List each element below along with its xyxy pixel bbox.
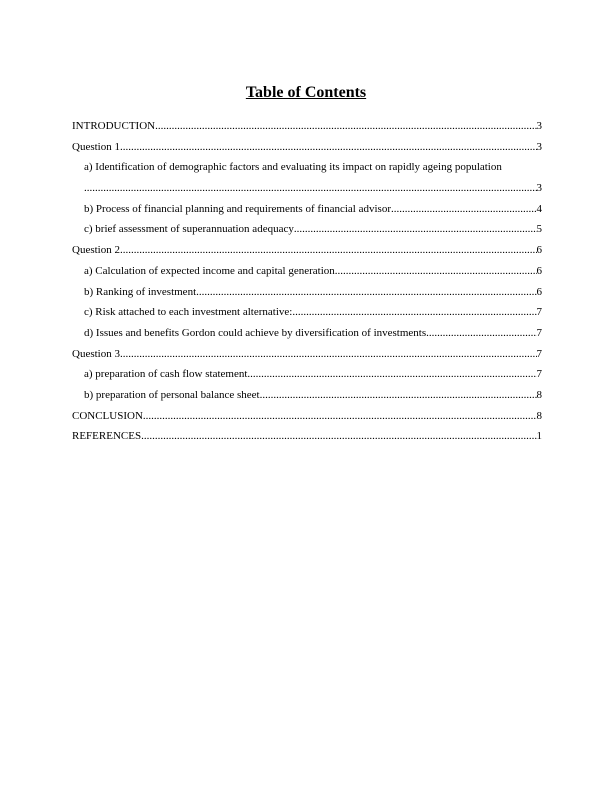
toc-entry-text: d) Issues and benefits Gordon could achieve by diversification of investments	[84, 326, 427, 339]
toc-page-number: 1	[536, 430, 542, 443]
toc-entry-text: a) Calculation of expected income and capital generation	[84, 264, 335, 277]
toc-dot-leader	[247, 364, 536, 385]
toc-page-number: 3	[536, 182, 542, 195]
toc-page-number: 6	[536, 264, 542, 277]
toc-entry-q2-d[interactable]	[72, 323, 542, 344]
toc-entry-text: REFERENCES	[72, 430, 142, 443]
toc-dot-leader	[294, 219, 537, 240]
toc-entry-text: CONCLUSION	[72, 409, 143, 422]
toc-entry-text: c) Risk attached to each investment alternative:	[84, 306, 293, 319]
toc-entry-question-2[interactable]	[72, 240, 542, 261]
toc-entry-introduction[interactable]	[72, 116, 542, 137]
toc-dot-leader	[143, 406, 537, 427]
toc-entry-q2-a[interactable]	[72, 261, 542, 282]
toc-entry-question-3[interactable]	[72, 344, 542, 365]
toc-entry-text: a) Identification of demographic factors and evaluating its impact on rapidly ageing population	[84, 161, 502, 174]
toc-entry-q2-c[interactable]	[72, 302, 542, 323]
toc-entry-text: a) preparation of cash flow statement	[84, 368, 248, 381]
toc-dot-leader	[120, 240, 537, 261]
toc-dot-leader	[84, 178, 537, 199]
toc-entry-text: Question 1	[72, 140, 120, 153]
toc-page-number: 6	[536, 285, 542, 298]
toc-dot-leader	[335, 261, 537, 282]
toc-entry-q1-c[interactable]	[72, 219, 542, 240]
toc-dot-leader	[426, 323, 536, 344]
toc-entry-text: c) brief assessment of superannuation adequacy	[84, 223, 294, 236]
toc-page-number: 5	[536, 223, 542, 236]
toc-page-number: 3	[536, 120, 542, 132]
toc-entry-question-1[interactable]	[72, 137, 542, 158]
toc-title: Table of Contents	[245, 84, 367, 101]
toc-page-number: 6	[536, 244, 542, 257]
toc-dot-leader	[120, 137, 537, 158]
toc-dot-leader	[260, 385, 537, 406]
toc-page-number: 7	[536, 306, 542, 319]
toc-dot-leader	[196, 282, 536, 303]
toc-dot-leader	[141, 426, 536, 447]
toc-entry-text: INTRODUCTION	[72, 120, 156, 132]
toc-entry-q3-a[interactable]	[72, 364, 542, 385]
toc-list	[72, 116, 542, 447]
toc-page-number: 7	[536, 368, 542, 381]
toc-dot-leader	[292, 302, 536, 323]
toc-entry-q1-a[interactable]	[72, 157, 542, 198]
toc-page-number: 4	[536, 202, 542, 215]
toc-entry-text: b) preparation of personal balance sheet	[84, 388, 260, 401]
toc-dot-leader	[120, 344, 537, 365]
toc-page-number: 7	[536, 347, 542, 360]
toc-entry-text: b) Process of financial planning and requirements of financial advisor	[84, 202, 391, 215]
toc-entry-q1-b[interactable]	[72, 199, 542, 220]
toc-entry-text: Question 2	[72, 244, 120, 257]
toc-entry-q3-b[interactable]	[72, 385, 542, 406]
toc-page-number: 8	[536, 409, 542, 422]
toc-page-number: 8	[536, 388, 542, 401]
toc-entry-conclusion[interactable]	[72, 406, 542, 427]
toc-entry-references[interactable]	[72, 426, 542, 447]
toc-page-number: 7	[536, 326, 542, 339]
toc-entry-text: Question 3	[72, 347, 120, 360]
toc-entry-text: b) Ranking of investment	[84, 285, 197, 298]
toc-dot-leader	[391, 199, 537, 220]
toc-entry-q2-b[interactable]	[72, 282, 542, 303]
toc-page-number: 3	[536, 140, 542, 153]
toc-dot-leader	[155, 116, 536, 137]
